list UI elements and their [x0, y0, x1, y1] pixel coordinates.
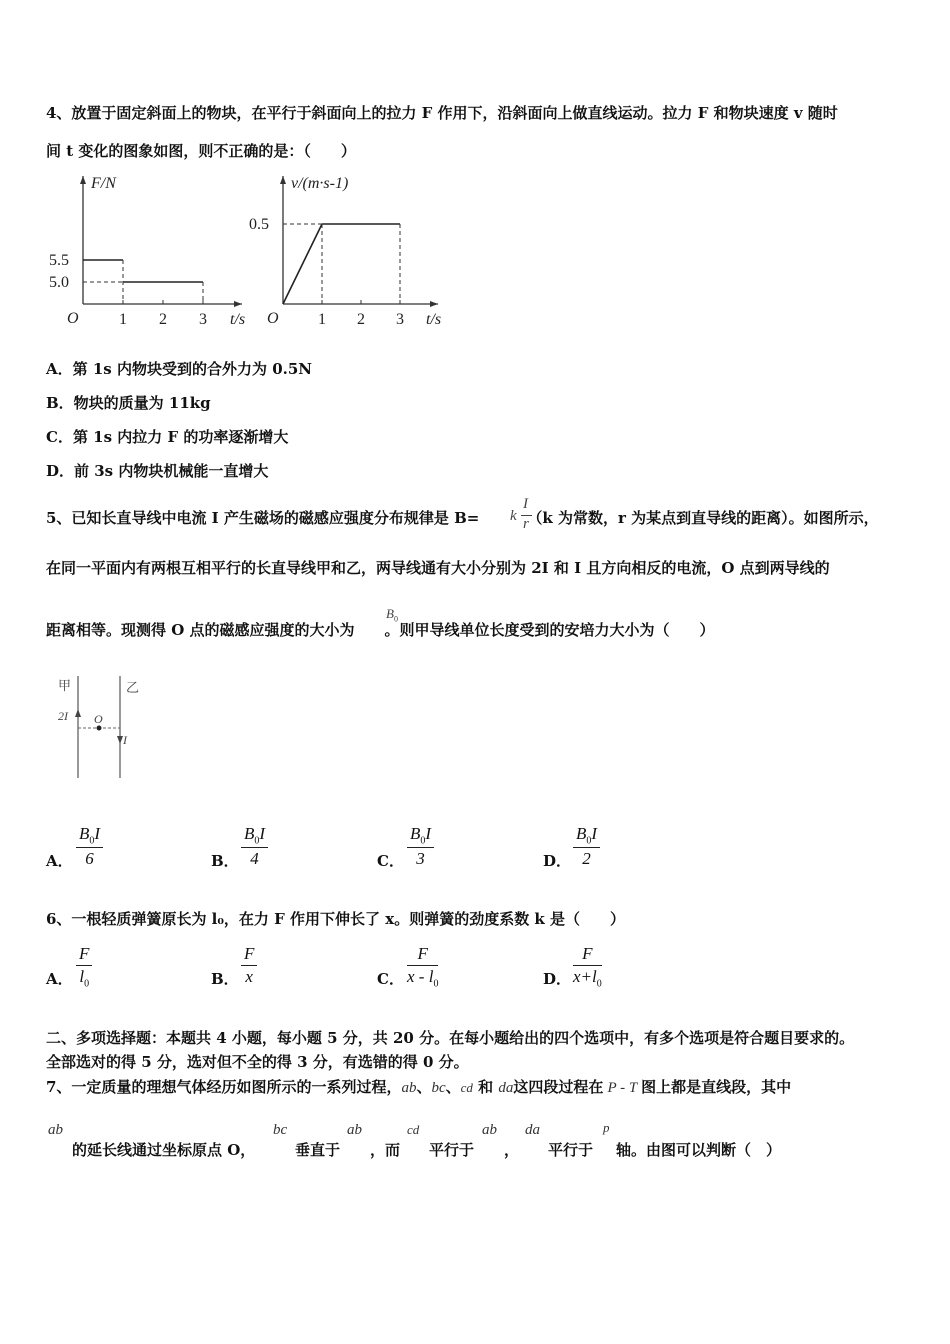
q4-option-d[interactable]: D．前 3s 内物块机械能一直增大	[46, 462, 269, 480]
q5-option-a-label[interactable]: A．	[46, 852, 73, 870]
q5-stem-line1a: 5、已知长直导线中电流 I 产生磁场的磁感应强度分布规律是 B=	[46, 509, 480, 527]
q5-option-d-fraction[interactable]	[573, 824, 600, 869]
q5-option-c-label[interactable]: C．	[377, 852, 404, 870]
label-yi: 乙	[126, 680, 140, 695]
q7-and: 和	[478, 1078, 494, 1096]
x-axis-arrow-icon	[234, 301, 242, 307]
q7-line1	[46, 1076, 791, 1097]
q5-formula-k: k	[510, 508, 517, 524]
q5-formula-den: r	[523, 516, 529, 532]
q5-option-c-fraction[interactable]	[407, 824, 434, 869]
q5-option-b-num: $B_0I$	[241, 824, 268, 848]
q7-line2-ab1: ab	[48, 1122, 63, 1138]
q5-wire-diagram	[54, 672, 154, 784]
q5-formula-num: I	[523, 496, 528, 512]
q4-stem-line2: 间 t 变化的图象如图，则不正确的是：（ ）	[46, 142, 356, 160]
q6-option-a-num: F	[76, 944, 92, 966]
y-axis-label: v/(m·s-1)	[291, 175, 349, 192]
q7-line2a: 的延长线通过坐标原点 O，	[72, 1141, 256, 1159]
q6-option-b-num: F	[241, 944, 257, 966]
q7-bc: bc	[431, 1080, 446, 1096]
y-axis-arrow-icon	[280, 176, 286, 184]
q6-option-a-den: $l_0$	[79, 967, 90, 990]
q7-line2b: 垂直于	[295, 1141, 341, 1159]
y-axis-label: F/N	[91, 175, 116, 192]
q7-line2g: 轴。由图可以判断（ ）	[616, 1141, 782, 1159]
q5-option-a-den: 6	[85, 849, 94, 869]
x-tick-label: 3	[396, 311, 404, 328]
q6-option-d-label[interactable]: D．	[543, 970, 572, 988]
q6-option-d-fraction[interactable]	[573, 944, 602, 989]
q5-stem-line1b: （k 为常数，r 为某点到直导线的距离）。如图所示，	[527, 509, 879, 527]
section2-line1: 二、多项选择题：本题共 4 小题，每小题 5 分，共 20 分。在每小题给出的四个选项中，有多个选项是符合题目要求的。	[46, 1029, 855, 1047]
q5-option-b-fraction[interactable]	[241, 824, 268, 869]
q5-option-a-num: $B_0I$	[76, 824, 103, 848]
q7-cd: cd	[460, 1080, 473, 1095]
q7-line1b: 这四段过程在	[513, 1078, 604, 1096]
q5-b0-symbol: $B_0$	[386, 606, 398, 624]
q7-line2	[46, 1122, 906, 1162]
q5-option-d-num: $B_0I$	[573, 824, 600, 848]
q7-line2f: 平行于	[548, 1141, 594, 1159]
x-tick-label: 2	[357, 311, 365, 328]
q5-stem-line3b: 。则甲导线单位长度受到的安培力大小为（ ）	[384, 621, 715, 639]
q7-line2-ab3: ab	[482, 1122, 497, 1138]
q4-option-c[interactable]: C．第 1s 内拉力 F 的功率逐渐增大	[46, 428, 289, 446]
q7-line1a: 7、一定质量的理想气体经历如图所示的一系列过程，	[46, 1078, 402, 1096]
q7-line2-cd: cd	[407, 1122, 420, 1137]
q7-line1c: 图上都是直线段，其中	[641, 1078, 792, 1096]
x-tick-label: 1	[119, 311, 127, 328]
q5-stem-line3	[46, 619, 715, 640]
label-2I: 2I	[58, 709, 68, 723]
x-tick-label: 2	[159, 311, 167, 328]
series-segment	[283, 224, 322, 304]
q6-option-b-label[interactable]: B．	[211, 970, 239, 988]
section2-line2: 全部选对的得 5 分，选对但不全的得 3 分，有选错的得 0 分。	[46, 1053, 469, 1071]
q5-option-b-label[interactable]: B．	[211, 852, 239, 870]
label-O: O	[94, 712, 103, 726]
q4-option-b[interactable]: B．物块的质量为 11kg	[46, 394, 211, 412]
q7-line2-bc: bc	[273, 1122, 288, 1138]
q6-option-b-fraction[interactable]	[241, 944, 257, 987]
q5-option-c-num: $B_0I$	[407, 824, 434, 848]
q5-option-c-den: 3	[416, 849, 425, 869]
up-arrow-icon	[75, 709, 81, 717]
label-I: I	[123, 733, 127, 747]
q6-option-a-label[interactable]: A．	[46, 970, 73, 988]
x-tick-label: 3	[199, 311, 207, 328]
q4-stem-line1: 4、放置于固定斜面上的物块，在平行于斜面向上的拉力 F 作用下，沿斜面向上做直线运动。拉力 F 和物块速度 v 随时	[46, 104, 838, 122]
q5-option-b-den: 4	[250, 849, 259, 869]
q7-line2-p: p	[603, 1120, 610, 1135]
origin-label: O	[267, 310, 279, 327]
y-tick-label: 5.0	[49, 274, 69, 291]
q6-option-c-den: x - $l_0$	[407, 967, 439, 990]
label-jia: 甲	[58, 678, 72, 693]
q6-option-d-num: F	[573, 944, 602, 966]
origin-label: O	[67, 310, 79, 327]
chart-force-time	[46, 170, 256, 335]
q5-stem-line2: 在同一平面内有两根互相平行的长直导线甲和乙，两导线通有大小分别为 2I 和 I 且方向相反的电流，O 点到两导线的	[46, 559, 830, 577]
x-axis-arrow-icon	[430, 301, 438, 307]
y-tick-label: 0.5	[249, 216, 269, 233]
q7-da: da	[498, 1080, 514, 1096]
q4-option-a[interactable]: A．第 1s 内物块受到的合外力为 0.5N	[46, 360, 312, 378]
chart-velocity-time	[249, 170, 452, 335]
q5-option-d-den: 2	[582, 849, 591, 869]
q5-option-a-fraction[interactable]	[76, 824, 103, 869]
q7-line2c: ，而	[370, 1141, 401, 1159]
q7-pt: P - T	[607, 1080, 638, 1096]
q7-line2-da: da	[525, 1122, 540, 1138]
q5-stem-line3a: 距离相等。现测得 O 点的磁感应强度的大小为	[46, 621, 355, 639]
x-axis-label: t/s	[426, 311, 442, 328]
q6-stem: 6、一根轻质弹簧原长为 l₀，在力 F 作用下伸长了 x。则弹簧的劲度系数 k 是（ ）	[46, 910, 626, 928]
q6-option-c-fraction[interactable]	[407, 944, 438, 989]
q7-line2d: 平行于	[429, 1141, 475, 1159]
q6-option-b-den: x	[245, 967, 253, 986]
x-tick-label: 1	[318, 311, 326, 328]
y-tick-label: 5.5	[49, 252, 69, 269]
q6-option-a-fraction[interactable]	[76, 944, 92, 989]
q7-line2-ab2: ab	[347, 1122, 362, 1138]
q7-sep2: 、	[445, 1078, 461, 1096]
q7-ab: ab	[401, 1080, 417, 1096]
q6-option-c-label[interactable]: C．	[377, 970, 404, 988]
q6-option-d-den: $x+l_0$	[573, 967, 602, 990]
q7-sep1: 、	[416, 1078, 432, 1096]
q5-option-d-label[interactable]: D．	[543, 852, 572, 870]
q6-option-c-num: F	[407, 944, 438, 966]
y-axis-arrow-icon	[80, 176, 86, 184]
q7-line2e: ，	[504, 1141, 520, 1159]
point-o-icon	[97, 726, 102, 731]
x-axis-label: t/s	[230, 311, 246, 328]
q5-stem-line1	[46, 507, 879, 528]
